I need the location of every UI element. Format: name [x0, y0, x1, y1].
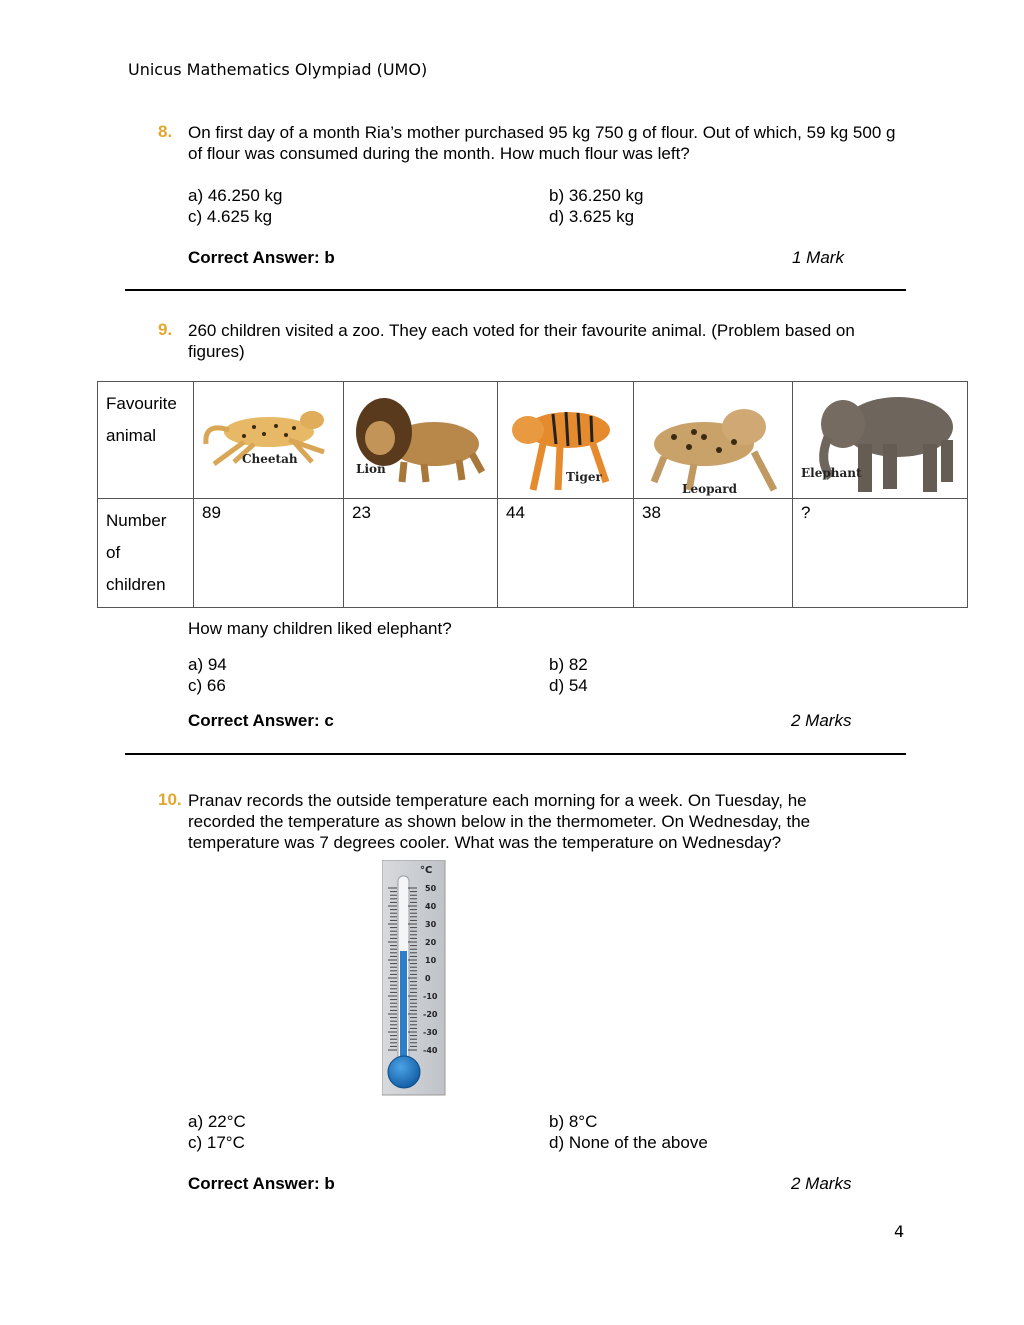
divider: [125, 753, 906, 755]
lion-cell: [344, 382, 498, 499]
q8-option-b: b) 36.250 kg: [549, 186, 644, 205]
question-10-number: 10.: [158, 790, 182, 809]
animal-caption: Elephant: [801, 466, 862, 480]
q10-option-d: d) None of the above: [549, 1133, 708, 1152]
thermometer-scale-label: -40: [423, 1046, 438, 1055]
q9-option-d: d) 54: [549, 676, 588, 695]
cheetah-cell: [194, 382, 344, 499]
elephant-image: [793, 382, 967, 498]
q8-marks: 1 Mark: [792, 248, 844, 267]
label-line: Favourite: [106, 394, 177, 413]
label-line: children: [106, 575, 166, 594]
q10-option-b: b) 8°C: [549, 1112, 598, 1131]
q9-correct-answer: Correct Answer: c: [188, 711, 334, 730]
question-9-text: 260 children visited a zoo. They each voted for their favourite animal. (Problem based on figures): [188, 321, 855, 361]
q10-option-c: c) 17°C: [188, 1133, 245, 1152]
q8-option-a: a) 46.250 kg: [188, 186, 283, 205]
thermometer-scale-label: -20: [423, 1010, 438, 1019]
question-9-number: 9.: [158, 320, 173, 339]
animal-caption: Leopard: [682, 482, 737, 496]
thermometer-scale-label: -30: [423, 1028, 438, 1037]
label-line: of: [106, 543, 121, 562]
document-header: Unicus Mathematics Olympiad (UMO): [128, 60, 428, 79]
lion-image: [344, 382, 497, 498]
thermometer-scale-label: 30: [425, 920, 437, 929]
thermometer-scale-label: 40: [425, 902, 437, 911]
leopard-count: 38: [634, 499, 793, 608]
thermometer-scale-label: 0: [425, 974, 431, 983]
row-label-favourite-animal: [98, 382, 194, 499]
q10-option-a: a) 22°C: [188, 1112, 246, 1131]
q10-marks: 2 Marks: [791, 1174, 852, 1193]
label-line: animal: [106, 426, 157, 445]
row-label-number-of-children: [98, 499, 194, 608]
thermometer-scale-label: 20: [425, 938, 437, 947]
q9-option-b: b) 82: [549, 655, 588, 674]
page-number: 4: [894, 1222, 905, 1241]
leopard-cell: [634, 382, 793, 499]
animal-caption: Cheetah: [242, 452, 298, 466]
table-row: [98, 499, 968, 608]
question-8-number: 8.: [158, 122, 173, 141]
elephant-cell: [793, 382, 968, 499]
q8-option-d: d) 3.625 kg: [549, 207, 635, 226]
table-row: [98, 382, 968, 499]
favourite-animal-table: [97, 381, 968, 608]
cheetah-image: [194, 382, 343, 498]
thermometer-scale-label: 10: [425, 956, 437, 965]
q9-option-a: a) 94: [188, 655, 227, 674]
question-8-text: On first day of a month Ria’s mother purchased 95 kg 750 g of flour. Out of which, 59 kg 500 g of flour was consumed during the month. How much flour was left?: [188, 123, 896, 163]
thermometer-scale-label: 50: [425, 884, 437, 893]
thermometer-unit: °C: [420, 865, 433, 876]
thermometer-scale-label: -10: [423, 992, 438, 1001]
q8-correct-answer: Correct Answer: b: [188, 248, 335, 267]
thermometer-mercury: [400, 951, 407, 1066]
q9-marks: 2 Marks: [791, 711, 852, 730]
tiger-cell: [498, 382, 634, 499]
question-10-text: Pranav records the outside temperature each morning for a week. On Tuesday, he recorded the temperature as shown below in the thermometer. On Wednesday, the temperature was 7 degrees cooler. What was the temperature on Wednesday?: [188, 791, 811, 852]
animal-caption: Lion: [356, 462, 386, 476]
q9-option-c: c) 66: [188, 676, 226, 695]
label-line: Number: [106, 511, 167, 530]
thermometer-image: [382, 860, 446, 1101]
q9-subquestion: How many children liked elephant?: [188, 619, 452, 638]
q10-correct-answer: Correct Answer: b: [188, 1174, 335, 1193]
divider: [125, 289, 906, 291]
q8-option-c: c) 4.625 kg: [188, 207, 273, 226]
tiger-count: 44: [498, 499, 634, 608]
animal-caption: Tiger: [566, 470, 602, 484]
leopard-image: [634, 382, 792, 498]
lion-count: 23: [344, 499, 498, 608]
tiger-image: [498, 382, 633, 498]
elephant-count: ?: [793, 499, 968, 608]
cheetah-count: 89: [194, 499, 344, 608]
